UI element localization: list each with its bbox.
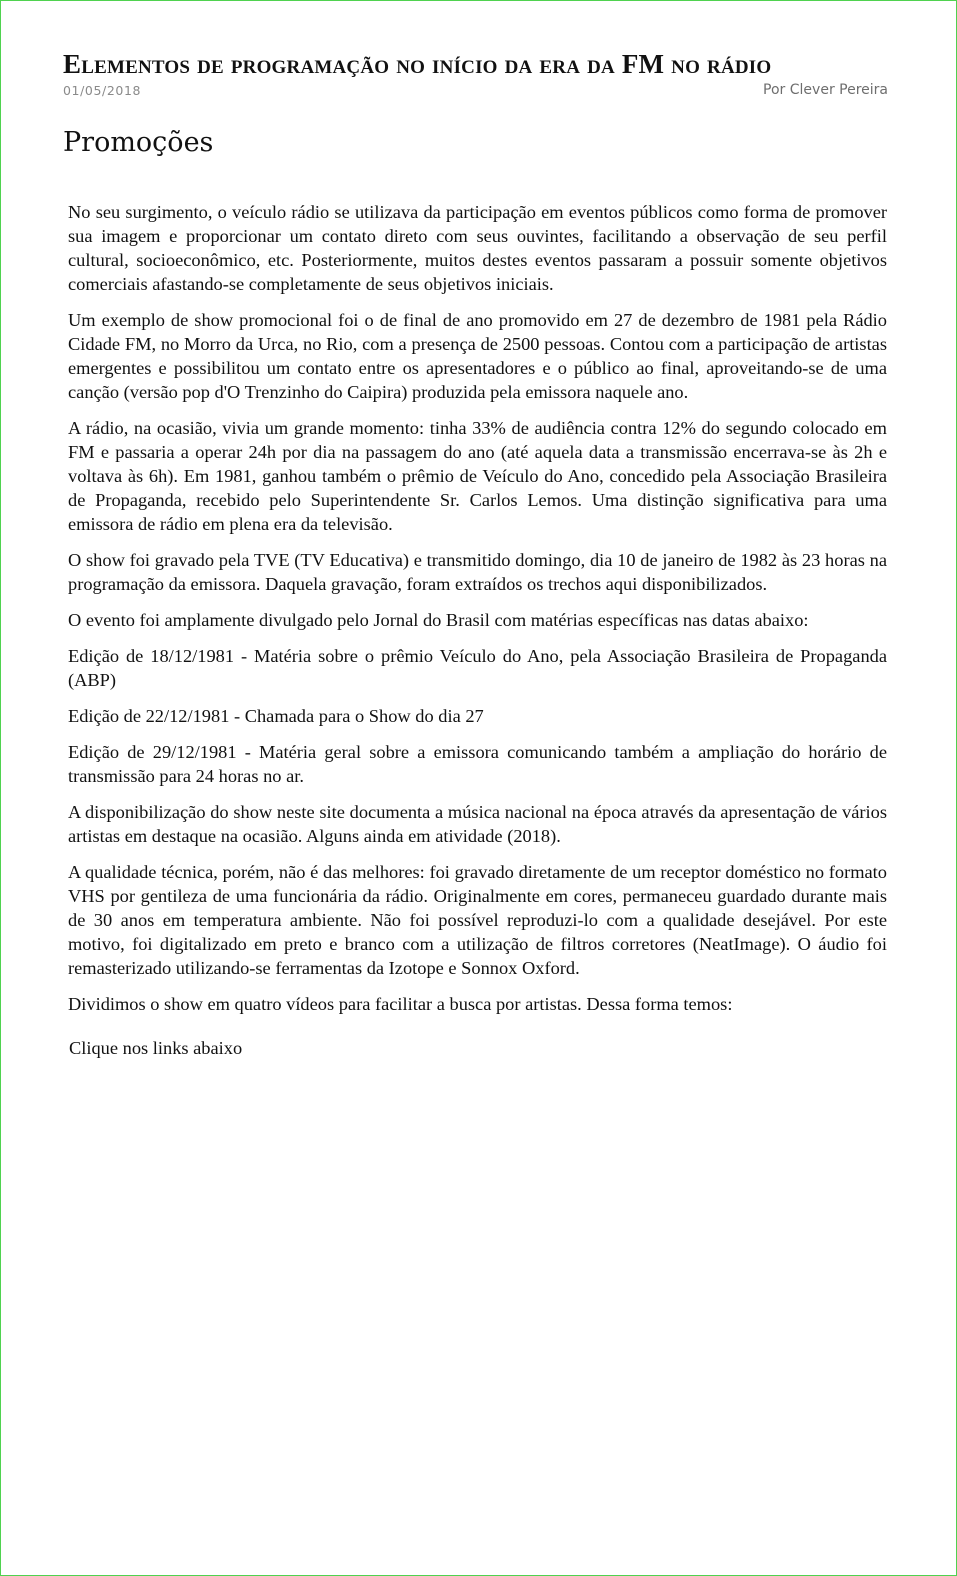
paragraph-edition-2: Edição de 22/12/1981 - Chamada para o Show do dia 27 — [68, 706, 484, 726]
paragraph-edition-3: Edição de 29/12/1981 - Matéria geral sobre a emissora comunicando também a ampliação do horário de transmissão para 24 horas no ar. — [68, 742, 887, 786]
section-heading: Promoções — [63, 127, 214, 158]
paragraph-jornal-intro: O evento foi amplamente divulgado pelo Jornal do Brasil com matérias específicas nas datas abaixo: — [68, 610, 809, 630]
paragraph-edition-1: Edição de 18/12/1981 - Matéria sobre o prêmio Veículo do Ano, pela Associação Brasileira de Propaganda (ABP) — [68, 646, 887, 690]
paragraph-show-example: Um exemplo de show promocional foi o de final de ano promovido em 27 de dezembro de 1981 pela Rádio Cidade FM, no Morro da Urca, no Rio, com a presença de 2500 pessoas. Contou com a participação de artistas emergentes e possibilitou um contato entre os apresentadores e o público ao final, aproveitando-se de uma canção (versão pop d'O Trenzinho do Caipira) produzida pela emissora naquele ano. — [68, 310, 887, 402]
page-title: Elementos de programação no início da era da FM no rádio — [63, 49, 772, 79]
paragraph-radio-moment: A rádio, na ocasião, vivia um grande momento: tinha 33% de audiência contra 12% do segundo colocado em FM e passaria a operar 24h por dia na passagem do ano (até aquela data a transmissão encerrava-se às 2h e voltava às 6h). Em 1981, ganhou também o prêmio de Veículo do Ano, concedido pela Associação Brasileira de Propaganda, recebido pelo Superintendente Sr. Carlos Lemos. Uma distinção significativa para uma emissora de rádio em plena era da televisão. — [68, 418, 887, 534]
links-prompt: Clique nos links abaixo — [69, 1038, 243, 1058]
article-body — [68, 200, 887, 1072]
post-date: 01/05/2018 — [63, 83, 142, 98]
post-author: Por Clever Pereira — [763, 82, 888, 98]
paragraph-intro: No seu surgimento, o veículo rádio se utilizava da participação em eventos públicos como forma de promover sua imagem e proporcionar um contato direto com seus ouvintes, facilitando a observação de seu perfil cultural, socioeconômico, etc. Posteriormente, muitos destes eventos passaram a possuir somente objetivos comerciais afastando-se completamente de seus objetivos iniciais. — [68, 202, 887, 294]
page-header — [63, 47, 898, 101]
paragraph-videos: Dividimos o show em quatro vídeos para facilitar a busca por artistas. Dessa forma temos: — [68, 994, 733, 1014]
paragraph-technical-quality: A qualidade técnica, porém, não é das melhores: foi gravado diretamente de um receptor doméstico no formato VHS por gentileza de uma funcionária da rádio. Originalmente em cores, permaneceu guardado durante mais de 30 anos em temperatura ambiente. Não foi possível reproduzi-lo com a qualidade desejável. Por este motivo, foi digitalizado em preto e branco com a utilização de filtros corretores (NeatImage). O áudio foi remasterizado utilizando-se ferramentas da Izotope e Sonnox Oxford. — [68, 862, 887, 978]
post-meta — [63, 83, 898, 101]
paragraph-tve-recording: O show foi gravado pela TVE (TV Educativa) e transmitido domingo, dia 10 de janeiro de 1982 às 23 horas na programação da emissora. Daquela gravação, foram extraídos os trechos aqui disponibilizados. — [68, 550, 887, 594]
paragraph-documentation: A disponibilização do show neste site documenta a música nacional na época através da apresentação de vários artistas em destaque na ocasião. Alguns ainda em atividade (2018). — [68, 802, 887, 846]
